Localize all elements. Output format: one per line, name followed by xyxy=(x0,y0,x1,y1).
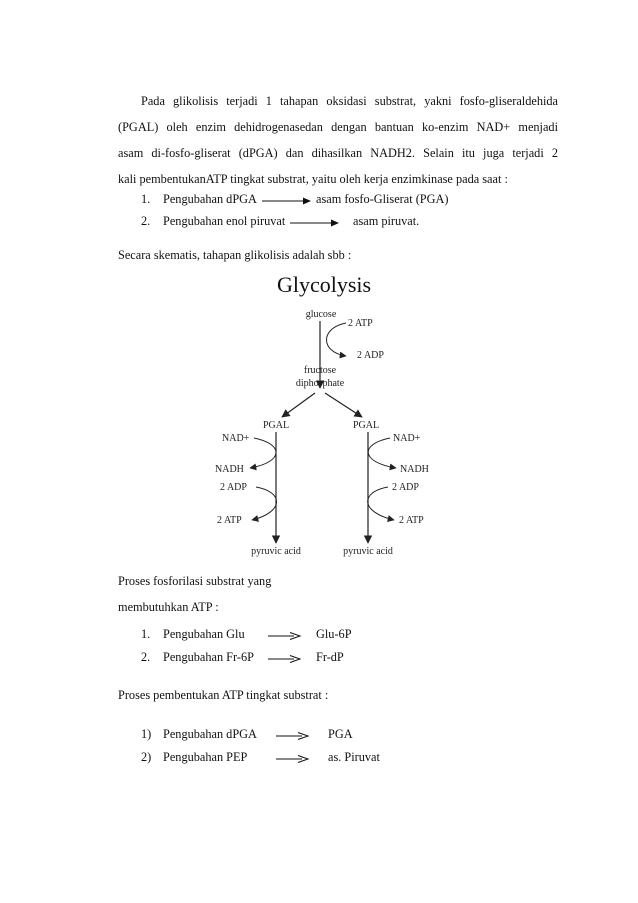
list-item-to: asam fosfo-Gliserat (PGA) xyxy=(316,192,449,206)
label-adp-right: 2 ADP xyxy=(392,482,419,493)
list-item-to: as. Piruvat xyxy=(328,750,380,764)
label-fructose: fructose xyxy=(303,365,337,376)
list-item-from: Pengubahan enol piruvat xyxy=(163,214,286,228)
label-atp-left: 2 ATP xyxy=(217,515,242,526)
curve-adp-left xyxy=(252,487,277,520)
list-number: 1) xyxy=(141,727,152,741)
arrow-split-left xyxy=(282,393,315,417)
list-item-from: Pengubahan dPGA xyxy=(163,192,257,206)
list-number: 2) xyxy=(141,750,152,764)
arrow-right-icon xyxy=(262,196,312,206)
list-item-to: Fr-dP xyxy=(316,650,344,664)
intro-paragraph xyxy=(118,88,558,192)
list-item-to: PGA xyxy=(328,727,353,741)
list-item-to: asam piruvat. xyxy=(353,214,420,228)
label-nad-left: NAD+ xyxy=(222,433,250,444)
paragraph-line: Pada glikolisis terjadi 1 tahapan oksidasi substrat, yakni fosfo-gliseraldehida xyxy=(141,94,558,108)
list-item-from: Pengubahan dPGA xyxy=(163,727,257,741)
list-item-from: Pengubahan Glu xyxy=(163,627,245,641)
schematic-intro: Secara skematis, tahapan glikolisis adalah sbb : xyxy=(118,248,352,262)
curve-adp-right xyxy=(368,487,394,520)
list-number: 2. xyxy=(141,214,151,228)
label-adp-left: 2 ADP xyxy=(220,482,247,493)
paragraph-line: kali pembentukanATP tingkat substrat, yaitu oleh kerja enzimkinase pada saat : xyxy=(118,172,508,186)
label-adp-out: 2 ADP xyxy=(357,350,384,361)
label-pyruvic-left: pyruvic acid xyxy=(251,546,301,557)
label-pgal-right: PGAL xyxy=(352,420,380,431)
curve-atp-adp xyxy=(327,323,347,356)
list-number: 1. xyxy=(141,192,151,206)
curve-nad-right xyxy=(368,438,396,468)
label-nadh-right: NADH xyxy=(400,464,429,475)
arrow-right-icon xyxy=(268,631,302,641)
diagram-title: Glycolysis xyxy=(276,272,372,297)
label-pyruvic-right: pyruvic acid xyxy=(343,546,393,557)
arrow-right-icon xyxy=(268,654,302,664)
label-nad-right: NAD+ xyxy=(393,433,421,444)
label-atp-right: 2 ATP xyxy=(399,515,424,526)
section-heading: membutuhkan ATP : xyxy=(118,600,219,614)
arrow-right-icon xyxy=(276,731,310,741)
glycolysis-diagram xyxy=(0,262,638,567)
list-item-to: Glu-6P xyxy=(316,627,352,641)
paragraph-line: (PGAL) oleh enzim dehidrogenasedan dengan bantuan ko-enzim NAD+ menjadi xyxy=(118,120,558,134)
arrow-right-icon xyxy=(276,754,310,764)
list-number: 1. xyxy=(141,627,151,641)
list-item-from: Pengubahan Fr-6P xyxy=(163,650,254,664)
label-diphosphate: diphosphate xyxy=(295,378,345,389)
label-glucose: glucose xyxy=(305,309,337,320)
label-pgal-left: PGAL xyxy=(262,420,290,431)
list-item-from: Pengubahan PEP xyxy=(163,750,248,764)
curve-nad-left xyxy=(250,438,276,468)
label-nadh-left: NADH xyxy=(215,464,244,475)
label-atp-in: 2 ATP xyxy=(348,318,373,329)
list-number: 2. xyxy=(141,650,151,664)
arrow-right-icon xyxy=(290,218,340,228)
section-heading: Proses pembentukan ATP tingkat substrat : xyxy=(118,688,329,702)
paragraph-line: asam di-fosfo-gliserat (dPGA) dan dihasilkan NADH2. Selain itu juga terjadi 2 xyxy=(118,146,558,160)
section-heading: Proses fosforilasi substrat yang xyxy=(118,574,272,588)
arrow-split-right xyxy=(325,393,362,417)
